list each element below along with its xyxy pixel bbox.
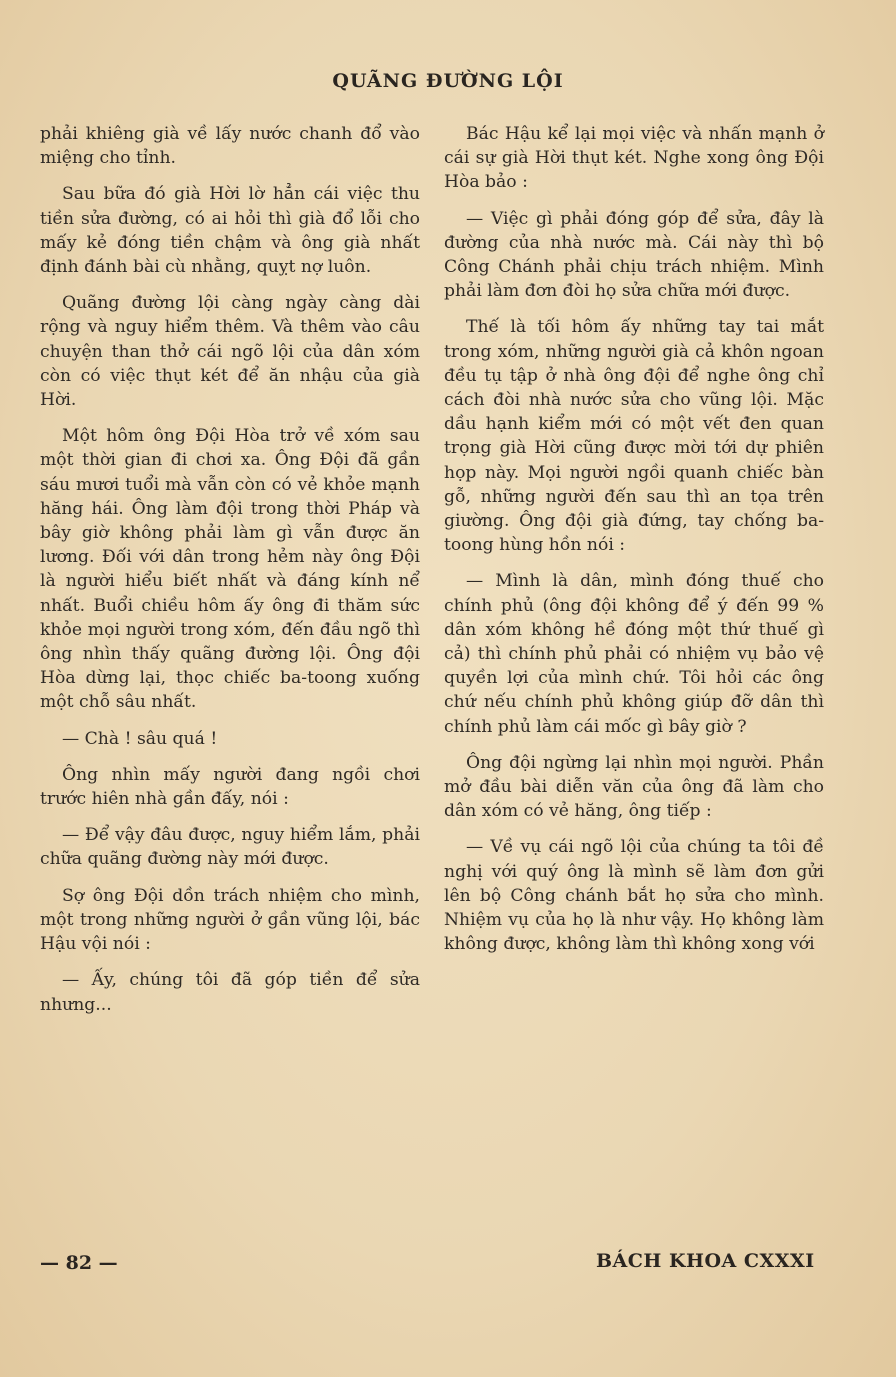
right-text-column <box>444 122 824 969</box>
paragraph: Quãng đường lội càng ngày càng dài rộng và nguy hiểm thêm. Và thêm vào câu chuyện than thở cái ngõ lội của dân xóm còn có việc thụt két để ăn nhậu của già Hời. <box>40 293 420 411</box>
dialogue-line: — Để vậy đâu được, nguy hiểm lắm, phải chữa quãng đường này mới được. <box>40 825 420 870</box>
left-text-column <box>40 122 420 1029</box>
dialogue-line: — Mình là dân, mình đóng thuế cho chính phủ (ông đội không để ý đến 99 % dân xóm không hề đóng một thứ thuế gì cả) thì chính phủ phải có nhiệm vụ bảo vệ quyền lợi của mình chứ. Tôi hỏi các ông chứ nếu chính phủ không giúp đỡ dân thì chính phủ làm cái mốc gì bây giờ ? <box>444 571 824 737</box>
dialogue-line: — Việc gì phải đóng góp để sửa, đây là đường của nhà nước mà. Cái này thì bộ Công Chánh phải chịu trách nhiệm. Mình phải làm đơn đòi họ sửa chữa mới được. <box>444 208 824 302</box>
publication-name: BÁCH KHOA CXXXI <box>596 1250 815 1272</box>
dialogue-line: — Về vụ cái ngõ lội của chúng ta tôi đề nghị với quý ông là mình sẽ làm đơn gửi lên bộ Công chánh bắt họ sửa cho mình. Nhiệm vụ của họ là như vậy. Họ không làm không được, không làm thì không xong với <box>444 837 824 955</box>
paragraph: Ông nhìn mấy người đang ngồi chơi trước hiên nhà gần đấy, nói : <box>40 764 420 810</box>
paragraph: Thế là tối hôm ấy những tay tai mắt trong xóm, những người già cả khôn ngoan đều tụ tập ở nhà ông đội để nghe ông chỉ cách đòi nhà nước sửa cho vũng lội. Mặc dầu hạnh kiểm mới có một vết đen quan trọng già Hời cũng được mời tới dự phiên họp này. Mọi người ngồi quanh chiếc bàn gỗ, những người đến sau thì an tọa trên giường. Ông đội già đứng, tay chống ba-toong hùng hồn nói : <box>444 317 824 556</box>
paragraph: phải khiêng già về lấy nước chanh đổ vào miệng cho tỉnh. <box>40 124 420 169</box>
dialogue-line: — Chà ! sâu quá ! <box>62 728 218 749</box>
dialogue-line: — Ấy, chúng tôi đã góp tiền để sửa nhưng... <box>40 970 420 1015</box>
paragraph: Một hôm ông Đội Hòa trở về xóm sau một thời gian đi chơi xa. Ông Đội đã gần sáu mươi tuổi mà vẫn còn có vẻ khỏe mạnh hăng hái. Ông làm đội trong thời Pháp và bây giờ không phải làm gì vẫn được ăn lương. Đối với dân trong hẻm này ông Đội là người hiểu biết nhất và đáng kính nể nhất. Buổi chiều hôm ấy ông đi thăm sức khỏe mọi người trong xóm, đến đầu ngõ thì ông nhìn thấy quãng đường lội. Ông đội Hòa dừng lại, thọc chiếc ba-toong xuống một chỗ sâu nhất. <box>40 426 420 713</box>
paragraph: Bác Hậu kể lại mọi việc và nhấn mạnh ở cái sự già Hời thụt két. Nghe xong ông Đội Hòa bảo : <box>444 124 824 193</box>
page-number: — 82 — <box>40 1252 118 1274</box>
running-title: QUÃNG ĐƯỜNG LỘI <box>332 70 564 92</box>
paragraph: Ông đội ngừng lại nhìn mọi người. Phần mở đầu bài diễn văn của ông đã làm cho dân xóm có vẻ hăng, ông tiếp : <box>444 752 824 822</box>
paragraph: Sợ ông Đội dồn trách nhiệm cho mình, một trong những người ở gần vũng lội, bác Hậu vội nói : <box>40 885 420 955</box>
paragraph: Sau bữa đó già Hời lờ hẳn cái việc thu tiền sửa đường, có ai hỏi thì già đổ lỗi cho mấy kẻ đóng tiền chậm và ông già nhất định đánh bài cù nhằng, quỵt nợ luôn. <box>40 184 420 278</box>
